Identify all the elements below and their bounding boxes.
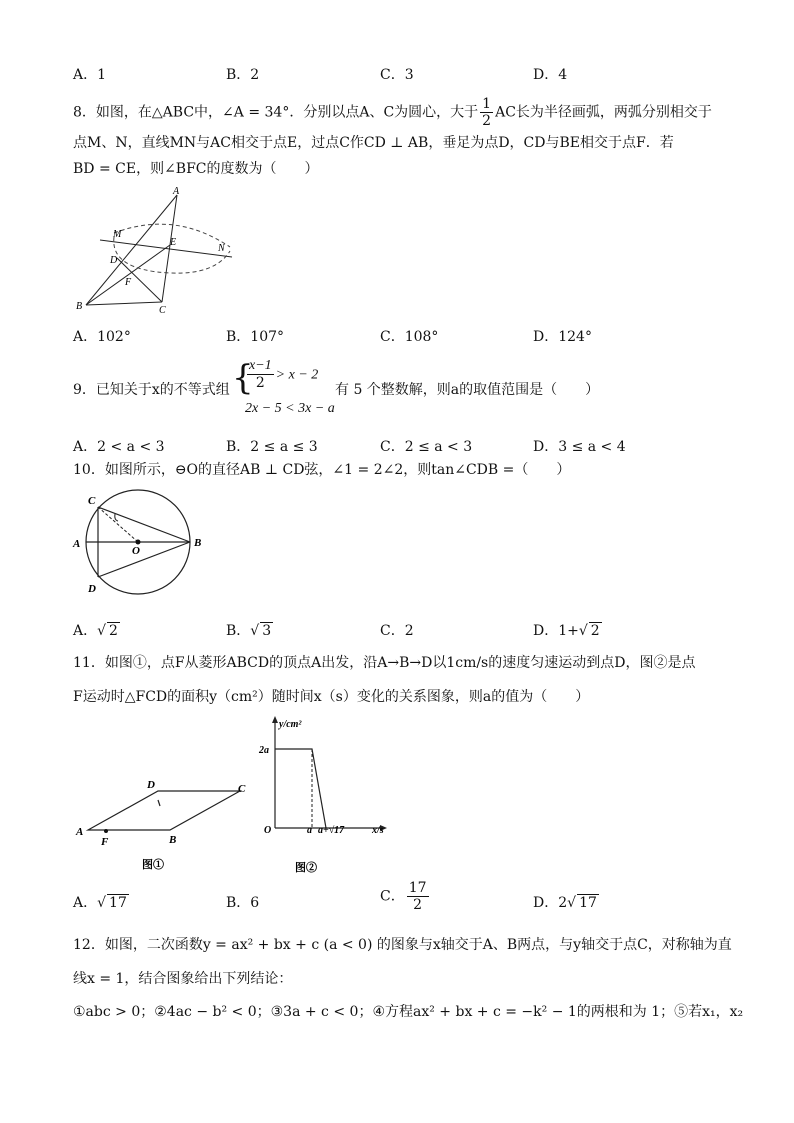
q7-option-a: A．1 bbox=[73, 67, 107, 83]
q8-stem-line1: 8．如图，在△ABC中，∠A = 34°．分别以点A、C为圆心，大于 $\frac{1}{2}$ AC长为半径画弧，两弧分别相交于 bbox=[73, 96, 712, 129]
q9-option-d: D．3 ≤ a < 4 bbox=[533, 439, 626, 455]
q8-triangle-figure bbox=[70, 185, 250, 320]
q8-label-d: D bbox=[110, 255, 118, 266]
q10-label-d: D bbox=[88, 583, 96, 595]
q10-stem: 10．如图所示，⊖O的直径AB ⊥ CD弦，∠1 = 2∠2，则tan∠CDB =（ ） bbox=[73, 462, 571, 478]
q11-label-origin: O bbox=[264, 825, 272, 836]
q10-option-c: C．2 bbox=[380, 623, 414, 639]
q11-option-b: B．6 bbox=[226, 895, 260, 911]
q9-option-c: C．2 ≤ a < 3 bbox=[380, 439, 473, 455]
q8-stem-line3: BD = CE，则∠BFC的度数为（ ） bbox=[73, 161, 319, 177]
q9-inequality-2: 2x − 5 < 3x − a bbox=[245, 401, 335, 416]
q8-label-m: M bbox=[113, 229, 122, 240]
q11-fig1-caption: 图① bbox=[142, 859, 164, 871]
q9-brace: { bbox=[232, 358, 254, 398]
q7-option-b: B．2 bbox=[226, 67, 260, 83]
q11-stem-line1: 11．如图①，点F从菱形ABCD的顶点A出发，沿A→B→D以1cm/s的速度匀速运动到点D，图②是点 bbox=[73, 655, 696, 671]
q10-label-b: B bbox=[194, 537, 202, 549]
q12-stem-line3: ①abc > 0；②4ac − b² < 0；③3a + c < 0；④方程ax² + bx + c = −k² − 1的两根和为 1；⑤若x₁，x₂ bbox=[73, 1004, 744, 1020]
q8-label-e: E bbox=[170, 237, 177, 248]
q8-option-b: B．107° bbox=[226, 329, 285, 345]
q12-stem-line2: 线x = 1，结合图象给出下列结论： bbox=[73, 971, 293, 987]
q8-label-b: B bbox=[76, 301, 83, 312]
q7-option-d: D．4 bbox=[533, 67, 568, 83]
q8-option-d: D．124° bbox=[533, 329, 592, 345]
q11-x-axis-label: x/s bbox=[372, 825, 384, 836]
q11-label-a: A bbox=[76, 826, 84, 838]
q10-label-o: O bbox=[132, 545, 140, 557]
q9-option-b: B．2 ≤ a ≤ 3 bbox=[226, 439, 318, 455]
q10-circle-figure bbox=[70, 487, 210, 599]
q11-y-axis-label: y/cm² bbox=[279, 719, 302, 730]
q11-graph-figure bbox=[255, 713, 400, 878]
q11-fig2-caption: 图② bbox=[295, 862, 317, 874]
q8-option-a: A．102° bbox=[73, 329, 131, 345]
q11-label-2a: 2a bbox=[259, 745, 269, 756]
q11-label-c: C bbox=[238, 783, 246, 795]
q8-label-a: A bbox=[173, 186, 180, 197]
q11-option-a: A．√ 17 bbox=[73, 895, 127, 911]
q11-stem-line2: F运动时△FCD的面积y（cm²）随时间x（s）变化的关系图象，则a的值为（ ） bbox=[73, 689, 590, 705]
q10-option-a: A．√ 2 bbox=[73, 623, 118, 639]
q11-label-b: B bbox=[169, 834, 177, 846]
q8-label-f: F bbox=[125, 277, 132, 288]
q9-prefix: 9．已知关于x的不等式组 bbox=[73, 382, 230, 398]
q10-option-b: B．√ 3 bbox=[226, 623, 272, 639]
q12-stem-line1: 12．如图，二次函数y = ax² + bx + c (a < 0) 的图象与x轴交于A、B两点，与y轴交于点C，对称轴为直 bbox=[73, 937, 732, 953]
q11-label-a-tick: a bbox=[307, 825, 312, 836]
q8-fraction: $\frac{1}{2}$ bbox=[482, 96, 492, 129]
q9-option-a: A．2 < a < 3 bbox=[73, 439, 165, 455]
q7-option-c: C．3 bbox=[380, 67, 414, 83]
q10-option-d: D．1+√ 2 bbox=[533, 623, 600, 639]
q8-label-n: N bbox=[218, 243, 225, 254]
q8-label-c: C bbox=[159, 305, 166, 316]
q11-rhombus-figure bbox=[70, 775, 260, 875]
q11-option-c: C． $\frac{17}{2}$ bbox=[380, 880, 427, 913]
q9-inequality-1: $\frac{x-1}{2}$ > x − 2 bbox=[249, 358, 319, 391]
q11-option-d: D．2√ 17 bbox=[533, 895, 597, 911]
q11-label-d: D bbox=[147, 779, 155, 791]
q10-label-a: A bbox=[73, 538, 81, 550]
q9-suffix: 有 5 个整数解，则a的取值范围是（ ） bbox=[335, 382, 600, 398]
q11-label-a-plus-sqrt17: a+√17 bbox=[318, 825, 345, 836]
q10-label-c: C bbox=[88, 495, 96, 507]
q8-option-c: C．108° bbox=[380, 329, 439, 345]
q11-label-f: F bbox=[101, 836, 109, 848]
q8-stem-line2: 点M、N，直线MN与AC相交于点E，过点C作CD ⊥ AB，垂足为点D，CD与BE相交于点F．若 bbox=[73, 135, 674, 151]
